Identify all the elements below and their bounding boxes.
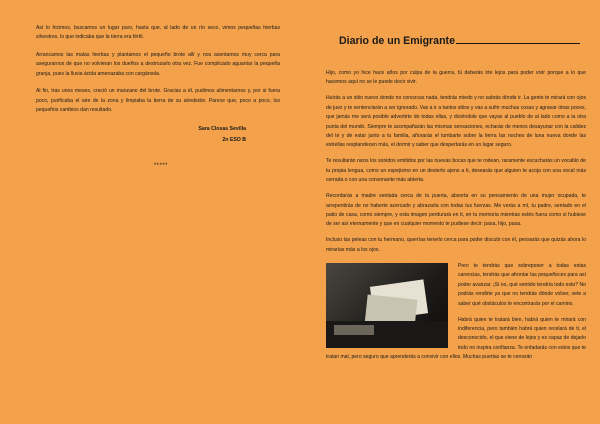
page-title (339, 35, 586, 47)
author-name: Sara Closas Sevilla (198, 125, 246, 132)
right-paragraph: Habrá quien te tratará bien, habrá quien te mirará con indiferencia, pero también habrá quien recelará de ti, el desconocido, el que viene de lejos y es capaz de dejarlo todo no inspira confianza. Te enfadarás con estos que te tratan mal, pero seguro que aprenderás a convivir con ellos. Muchas puertas se te cerrarán (326, 316, 586, 361)
right-paragraph: Huirás a un sitio nuevo donde no conozcas nada, tendrás miedo y no sabrás dónde ir. La gente te mirará con ojos de juez y te sentenciarán a ser ignorado. Vas a ir a tantos sitios y vas a sufrir muchas cosas y agravar otras poces, que jamás me será posible advertirte de todas ellas, y diciéndole que vayas al pueblo de al lado como a la otra punta del mundo. Siempre te acompañarán las mismas sensaciones, echarás de menos desayunar con la calidez del té y de estar junto a tu familia, añorarás el tumbarte sobre la tierra las noches de luna nueva donde las estrellas resplandecen más, el dormir y saber que despertarás en un lugar seguro. (326, 95, 586, 149)
right-paragraph: Pero te tendrás que sobreponer a todas estas carencias, tendrás que afrontar las pequeñeces para así poder avanzar. ¡Si no, qué sentido tendría todo esto? No podrás rendirte ya que no tendrás dónde volver, vete a saber qué obstáculos te encontrarás por el camino. (458, 262, 586, 307)
title-underline (456, 35, 580, 44)
right-paragraph: Recordarás a madre sentada cerca de la puerta, absorta en su pensamiento de una mujer ocupada, te arrepentirás de no haberte acercado y abrazarla con todas tus fuerzas. Me verás a mí, tu padre, sentado en el patio de casa, como siempre, y esta imagen perdurará en ti, en tu memoria mientras estés fuera como si hubiese de ser así eternamente y que en cualquier momento te pudiese decir: pasa, hijo, pasa. (326, 193, 586, 228)
author-class: 2n ESO B (222, 137, 246, 144)
suitcase-photo (326, 263, 448, 348)
right-paragraph: Incluso las peleas con tu hermano, querrías tenerlo cerca para poder discutir con él, pensarás que quizás ahora lo mirarías más a los ojos. (326, 237, 586, 253)
title-text: Diario de un Emigrante (339, 35, 455, 47)
right-paragraph: Te resultarán raros los sonidos emitidos por las nuevas bocas que te rodean, raramente escucharás un vocablo de tu propia lengua, como un espejismo en un desierto ajeno a ti, desearás que alguien te acoja con una vocal más cerrada o con una consonante más abierta. (326, 158, 586, 184)
right-paragraph: Hijo, como yo hice hace años por culpa de la guerra, tú deberás irte lejos para poder vivir porque a lo que hacemos aquí no se le puede decir vivir. (326, 70, 586, 86)
end-mark: ***** (153, 162, 168, 169)
left-paragraph: Arrancamos las malas hierbas y plantamos el pequeño brote allí y nos asentamos muy cerca para asegurarnos de que no volvieran los dueños a destrozarlo otra vez. Fue complicado aguantar la pequeña granja, pues la lluvia ácida amenazaba con cargársela. (36, 52, 280, 77)
right-page (300, 0, 600, 424)
left-paragraph: Al fin, tras unos meses, creció un manzano del brote. Gracias a él, pudimos alimentarnos y, por si fuera poco, purificaba el aire de la zona y limpiaba la tierra de su alrededor. Parece que, poco a poco, los pequeños cambios dan resultado. (36, 88, 280, 114)
left-paragraph: Así lo hicimos, buscamos un lugar puro, hasta que, al lado de un río seco, vimos pequeñas hierbas silvestres, lo que indicaba que la tierra era fértil. (36, 25, 280, 41)
